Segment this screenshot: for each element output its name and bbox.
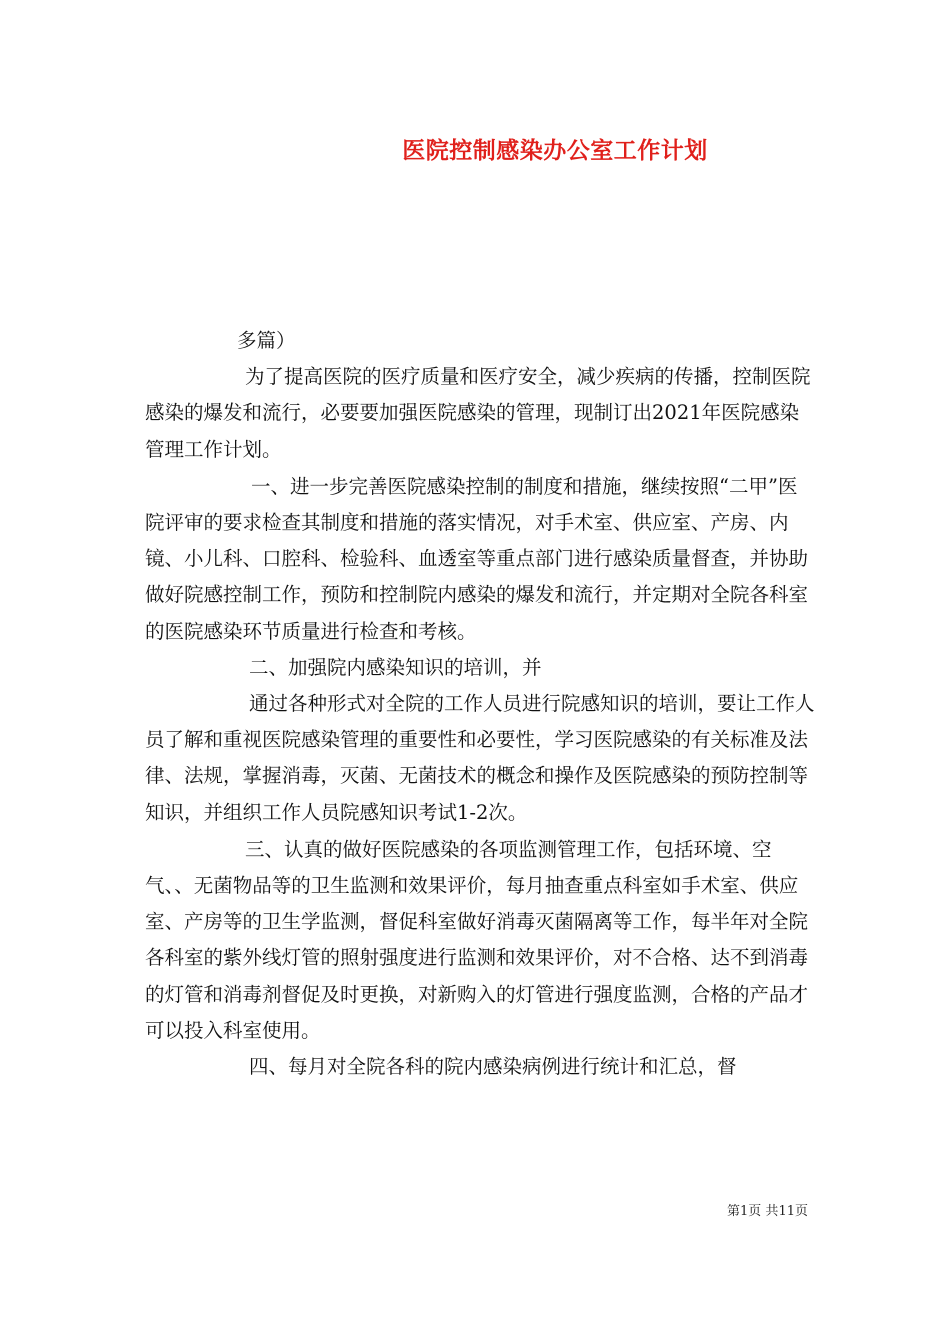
page-footer bbox=[0, 1203, 808, 1221]
footer-suffix: 页 bbox=[794, 1204, 808, 1219]
footer-current-page: 1 bbox=[740, 1204, 749, 1219]
paragraph-section-2-body: 通过各种形式对全院的工作人员进行院感知识的培训，要让工作人员了解和重视医院感染管理的重要性和必要性，学习医院感染的有关标准及法律、法规，掌握消毒，灭菌、无菌技术的概念和操作及医院感染的预防控制等知识，并组织工作人员院感知识考试1-2次。 bbox=[145, 692, 815, 824]
paragraph-section-3: 三、认真的做好医院感染的各项监测管理工作，包括环境、空气、、无菌物品等的卫生监测和效果评价，每月抽查重点科室如手术室、供应室、产房等的卫生学监测，督促科室做好消毒灭菌隔离等工作，每半年对全院各科室的紫外线灯管的照射强度进行监测和效果评价，对不合格、达不到消毒的灯管和消毒剂督促及时更换，对新购入的灯管进行强度监测，合格的产品才可以投入科室使用。 bbox=[145, 837, 809, 1042]
footer-middle: 页 共 bbox=[748, 1204, 779, 1219]
document-title: 医院控制感染办公室工作计划 bbox=[402, 137, 708, 164]
paragraph-intro: 为了提高医院的医疗质量和医疗安全，减少疾病的传播，控制医院感染的爆发和流行，必要要加强医院感染的管理，现制订出2021年医院感染管理工作计划。 bbox=[145, 365, 811, 461]
paragraph-section-2-heading: 二、加强院内感染知识的培训，并 bbox=[249, 655, 542, 679]
footer-prefix: 第 bbox=[727, 1204, 741, 1219]
subtitle-fragment: 多篇） bbox=[237, 329, 296, 352]
paragraph-section-1: 一、进一步完善医院感染控制的制度和措施，继续按照“二甲”医院评审的要求检查其制度和措施的落实情况，对手术室、供应室、产房、内镜、小儿科、口腔科、检验科、血透室等重点部门进行感染质量督查，并协助做好院感控制工作，预防和控制院内感染的爆发和流行，并定期对全院各科室的医院感染环节质量进行检查和考核。 bbox=[145, 474, 809, 643]
document-body bbox=[145, 323, 815, 1085]
footer-total-pages: 11 bbox=[778, 1204, 795, 1219]
paragraph-section-4: 四、每月对全院各科的院内感染病例进行统计和汇总，督 bbox=[249, 1055, 737, 1079]
